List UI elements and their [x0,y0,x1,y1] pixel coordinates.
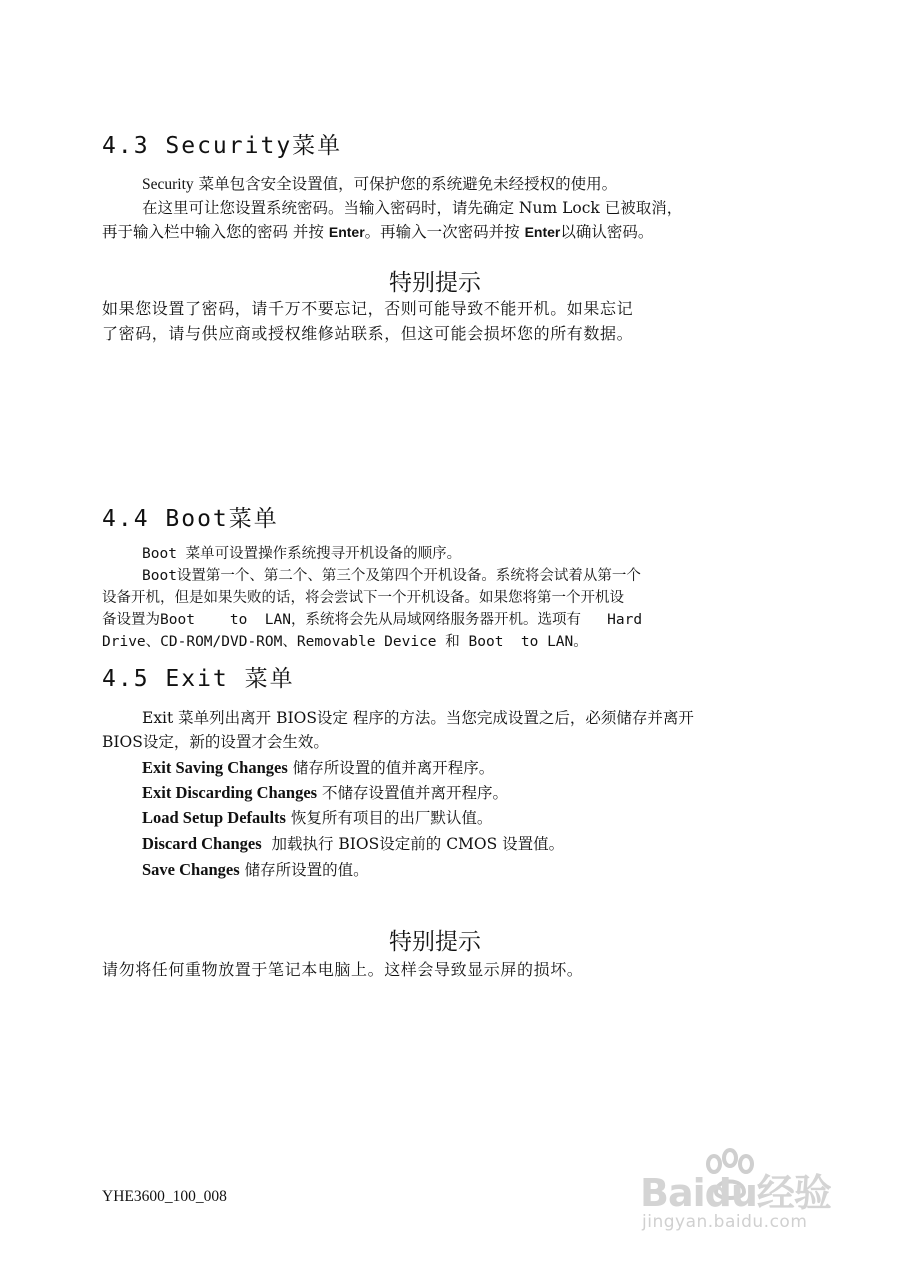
exit-option-desc: 储存所设置的值并离开程序。 [287,759,495,777]
exit-option-term: Exit Saving Changes [142,758,288,777]
section-4-4-para-2-line-2: 设备开机，但是如果失败的话，将会尝试下一个开机设备。如果您将第一个开机设 [102,590,624,606]
exit-option-row [142,807,492,829]
note-1-line-1: 如果您设置了密码，请千万不要忘记，否则可能导致不能开机。如果忘记 [102,299,634,318]
exit-option-row [142,859,369,881]
exit-option-row [142,757,494,779]
text: 再于输入栏中输入您的密码 并按 [102,223,329,241]
text: 。再输入一次密码并按 [364,223,525,241]
watermark-brand: Baidu经验 [640,1171,831,1215]
baidu-watermark [636,1160,851,1250]
note-2-line-1: 请勿将任何重物放置于笔记本电脑上。这样会导致显示屏的损坏。 [102,960,584,979]
section-4-4-para-2-line-4: Drive、CD-ROM/DVD-ROM、Removable Device 和 Boot to LAN。 [102,634,588,650]
note-1-line-2: 了密码，请与供应商或授权维修站联系，但这可能会损坏您的所有数据。 [102,324,634,343]
section-4-4-heading: 4.4 Boot菜单 [102,506,279,532]
section-4-3-heading: 4.3 Security菜单 [102,133,343,159]
exit-option-desc: 恢复所有项目的出厂默认值。 [285,809,493,827]
section-4-5-para-2: BIOS设定，新的设置才会生效。 [102,733,329,751]
text: 菜单包含安全设置值，可保护您的系统避免未经授权的使用。 [193,175,618,193]
text: 以确认密码。 [560,223,654,241]
section-4-3-para-1 [142,173,617,196]
enter-key-label: Enter [328,224,365,240]
exit-option-desc: 不储存设置值并离开程序。 [317,784,509,802]
section-4-4-para-2-line-3: 备设置为Boot to LAN，系统将会先从局域网络服务器开机。选项有 Hard [102,612,643,628]
watermark-url: jingyan.baidu.com [642,1212,808,1232]
exit-option-desc: 加载执行 BIOS设定前的 CMOS 设置值。 [261,835,565,853]
document-code: YHE3600_100_008 [102,1188,227,1205]
exit-option-row [142,833,564,855]
enter-key-label: Enter [524,224,561,240]
section-4-3-para-3 [102,221,653,243]
exit-option-term: Discard Changes [142,834,262,853]
text: Security [142,176,194,193]
note-title-1: 特别提示 [389,270,481,296]
section-4-5-para-1: Exit 菜单列出离开 BIOS设定 程序的方法。当您完成设置之后，必须储存并离开 [142,709,694,727]
exit-option-term: Exit Discarding Changes [142,783,318,802]
section-4-3-para-2: 在这里可让您设置系统密码。当输入密码时，请先确定 Num Lock 已被取消， [142,199,683,217]
exit-option-desc: 储存所设置的值。 [239,861,369,879]
note-title-2: 特别提示 [389,929,481,955]
section-4-4-para-1: Boot 菜单可设置操作系统搜寻开机设备的顺序。 [142,546,462,562]
section-4-4-para-2-line-1: Boot设置第一个、第二个、第三个及第四个开机设备。系统将会试着从第一个 [142,568,641,584]
exit-option-row [142,782,508,804]
exit-option-term: Save Changes [142,860,240,879]
section-4-5-heading: 4.5 Exit 菜单 [102,666,295,692]
exit-option-term: Load Setup Defaults [142,808,286,827]
